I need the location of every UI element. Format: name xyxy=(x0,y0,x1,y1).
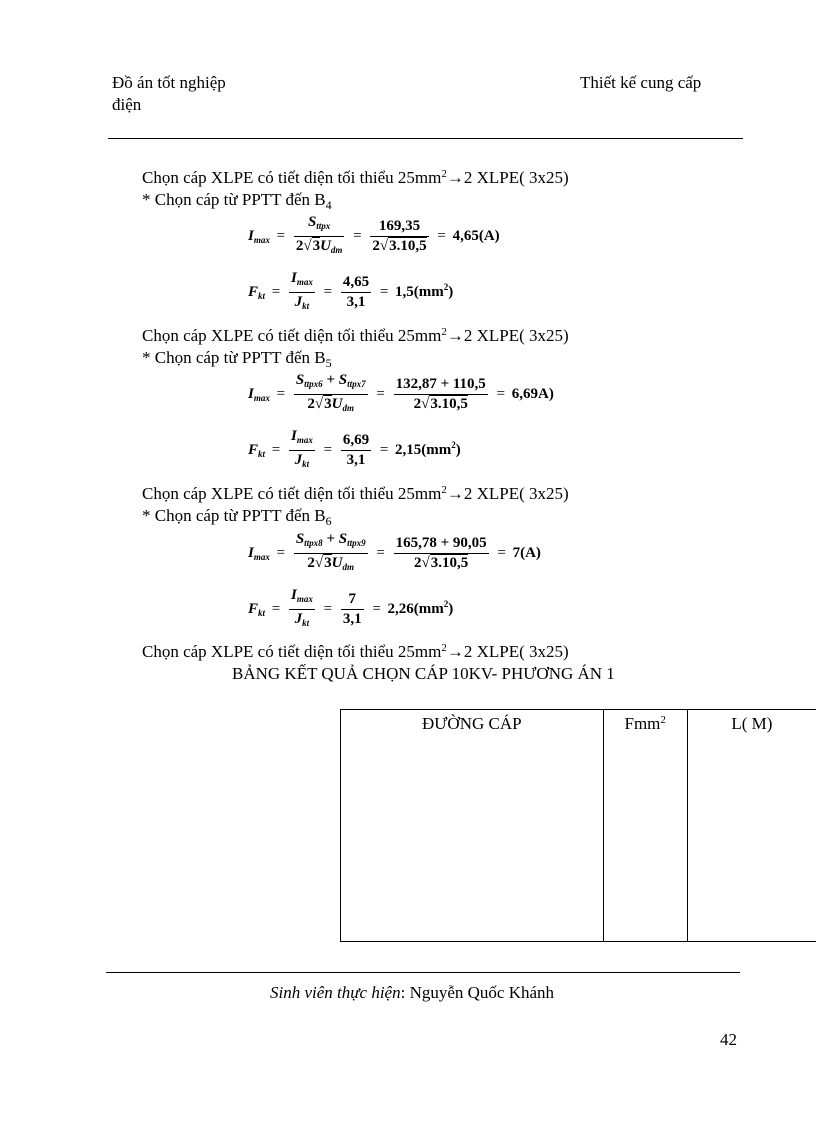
formula-fkt-b5: $F_{kt}$ = $\frac{I_{max}}{J_{kt}}$ = $\frac{6,69}{3,1}$ = $2,15(mm^2)$ xyxy=(248,428,461,469)
footer-rule xyxy=(106,972,740,973)
formula-fkt-b6: $F_{kt}$ = $\frac{I_{max}}{J_{kt}}$ = $\frac{7}{3,1}$ = $2,26(mm^2)$ xyxy=(248,587,454,628)
section-heading-b6: * Chọn cáp từ PPTT đến $B_6$ xyxy=(142,506,332,528)
section-heading-b4: * Chọn cáp từ PPTT đến $B_4$ xyxy=(142,190,332,212)
header-left-title: Đồ án tốt nghiệp xyxy=(112,73,226,92)
table-header-length: L( M) xyxy=(687,710,816,942)
table-header-cable-line: ĐƯỜNG CÁP xyxy=(341,710,604,942)
table-title: BẢNG KẾT QUẢ CHỌN CÁP 10KV- PHƯƠNG ÁN 1 xyxy=(232,664,615,683)
cable-result-table xyxy=(340,709,816,942)
header-right-title: Thiết kế cung cấp xyxy=(580,73,702,92)
formula-imax-b5: $I_{max}$ = $\frac{S_{ttpx6} + S_{ttpx7}}{2√3U_{dm}}$ = $\frac{132,87 + 110,5}{2√3.10,5}$ = 6,69A) xyxy=(248,372,554,413)
header-left-title-cont: điện xyxy=(112,95,142,114)
page-number: 42 xyxy=(720,1030,737,1049)
cable-choice-line-2: Chọn cáp XLPE có tiết diện tối thiểu $25mm^2\to 2$ XLPE( 3x25) xyxy=(142,326,569,345)
section-heading-b5: * Chọn cáp từ PPTT đến $B_5$ xyxy=(142,348,332,370)
table-row xyxy=(341,710,816,942)
formula-imax-b6: $I_{max}$ = $\frac{S_{ttpx8} + S_{ttpx9}}{2√3U_{dm}}$ = $\frac{165,78 + 90,05}{2√3.10,5}$ = 7(A) xyxy=(248,531,541,572)
cable-choice-line-4: Chọn cáp XLPE có tiết diện tối thiểu $25mm^2\to 2$ XLPE( 3x25) xyxy=(142,642,569,661)
cable-choice-line-1: Chọn cáp XLPE có tiết diện tối thiểu $25mm^2\to 2$ XLPE( 3x25) xyxy=(142,168,569,187)
table-header-cross-section: Fmm$^2$ xyxy=(603,710,687,942)
formula-imax-b4: $I_{max}$ = $\frac{S_{ttpx}}{2√3U_{dm}}$ = $\frac{169,35}{2√3.10,5}$ = 4,65(A) xyxy=(248,214,500,255)
cable-choice-line-3: Chọn cáp XLPE có tiết diện tối thiểu $25mm^2\to 2$ XLPE( 3x25) xyxy=(142,484,569,503)
footer-author: Sinh viên thực hiện: Nguyễn Quốc Khánh xyxy=(270,983,555,1002)
formula-fkt-b4: $F_{kt}$ = $\frac{I_{max}}{J_{kt}}$ = $\frac{4,65}{3,1}$ = $1,5(mm^2)$ xyxy=(248,270,454,311)
header-rule xyxy=(108,138,743,139)
